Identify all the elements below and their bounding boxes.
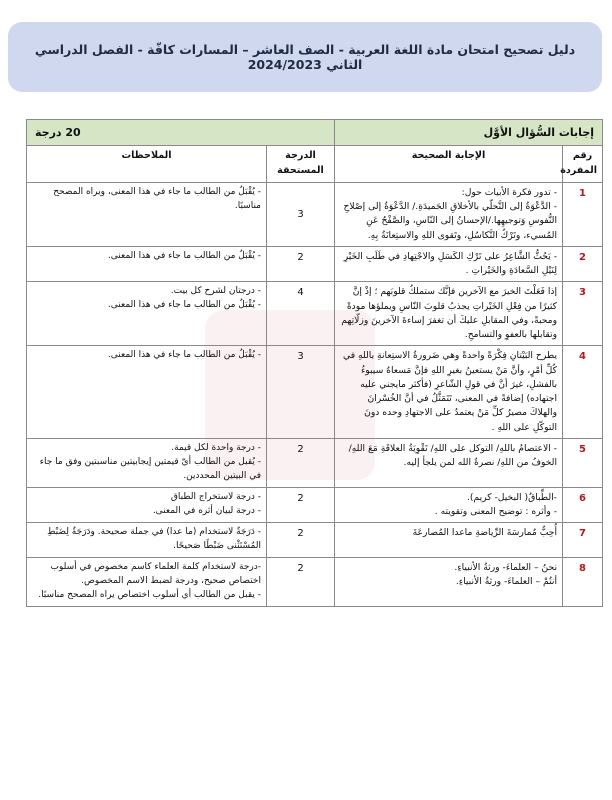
answer-key-table-wrapper — [26, 119, 602, 607]
column-header-row — [27, 146, 603, 183]
row-notes: - يُقْبَلُ من الطالب ما جاء في هذا المعنى. — [27, 246, 267, 282]
row-number: 7 — [563, 523, 603, 558]
row-grade: 2 — [267, 487, 335, 523]
row-number: 6 — [563, 487, 603, 523]
row-answer: - يَحُثُّ الشَّاعِرُ على تَرْكِ الكَسَلِ والاجْتِهادِ في طَلَبِ الخَيْرِ لِنَيْلِ السَّعادَةِ والخَيْراتِ . — [335, 246, 563, 282]
answer-row — [27, 487, 603, 523]
answer-row — [27, 246, 603, 282]
row-answer: -الطِّباقُ( البخيل- كريم). - وأثره : توضيح المعنى وتقويته . — [335, 487, 563, 523]
row-number: 8 — [563, 557, 603, 606]
row-answer: يطرح البَيْتانِ فِكْرَةً واحدةً وهي ضَرورةُ الاستِعانةِ باللهِ في كُلِّ أمْرٍ، وأنَّ مَنْ يستعينُ بغيرِ اللهِ فإنَّ مَسعاهُ سيبوءُ بالفشلِ، غيرَ أنَّ في قولِ الشّاعرِ (فأكثر مايجني عليه اجتهاده) إضافةً في المعنى، تَتَمَثَّلُ في أنَّ الخُسْرانَ والهلاكَ مصيرُ كلِّ مَنْ يعتمدُ على الاجتهادِ وحده دونَ التوكّلِ على اللهِ . — [335, 346, 563, 439]
row-grade: 4 — [267, 282, 335, 346]
row-notes: - درجة لاستخراج الطباق - درجة لبيان أثره في المعنى. — [27, 487, 267, 523]
answer-row — [27, 438, 603, 487]
answer-row — [27, 523, 603, 558]
row-answer: - الاعتصامُ باللهِ/ التوكل على اللهِ/ تَقْوِيَةُ العلاقَةِ مَعَ اللهِ/الخوفُ من اللهِ/ نصرةُ الله لمن يلجأ إليه. — [335, 438, 563, 487]
row-grade: 2 — [267, 523, 335, 558]
row-answer: إذا فَعَلْتَ الخيرَ مع الآخرين فإنَّك ستملكُ قلوبَهم ؛ إذْ إنَّ كثيرًا من فِعْلِ الخَيْراتِ يجذبُ قلوبَ النّاسِ ويملؤها مودةً ومحبةً، وفي المقابلِ عليكَ أن تغفرَ إساءةَ الآخرينَ وزلّاتِهم وتقابلها بالعفوِ والتسامحِ. — [335, 282, 563, 346]
section-title-row — [27, 120, 603, 146]
row-grade: 2 — [267, 246, 335, 282]
answer-rows — [27, 182, 603, 606]
row-grade: 3 — [267, 182, 335, 246]
answer-row — [27, 282, 603, 346]
row-grade: 3 — [267, 346, 335, 439]
row-notes: - دَرَجَةٌ لاستخدام (ما عدا) في جملة صحيحة. ودَرَجَةٌ لِضَبْطِ المُسْتَثْنى ضَبْطًا صَحيحًا. — [27, 523, 267, 558]
column-header-num: رقم المفردة — [563, 146, 603, 183]
row-grade: 2 — [267, 438, 335, 487]
section-title: إجابات السُّؤال الأوَّل — [335, 120, 603, 146]
row-number: 4 — [563, 346, 603, 439]
exam-title: دليل تصحيح امتحان مادة اللغة العربية - الصف العاشر – المسارات كافّة - الفصل الدراسي الثاني 2024/2023 — [34, 42, 576, 72]
row-grade: 2 — [267, 557, 335, 606]
answer-row — [27, 182, 603, 246]
row-number: 3 — [563, 282, 603, 346]
column-header-answer: الإجابة الصحيحة — [335, 146, 563, 183]
row-number: 5 — [563, 438, 603, 487]
row-answer: - تدور فكرة الأبيات حول: - الدَّعْوَةُ إلى التَّحلّي بالأخلاقِ الحَميدَةِ./ الدَّعْوَةُ إلى إصْلاحِ النُّفوسِ وَتوجيهِها./الإحسانُ إلى النّاسِ، والصَّفْحُ عَنِ المُسيء، وتَرْكُ التَّكاسُلِ، وتَقوى اللهِ والاستِعانَةُ بِهِ. — [335, 182, 563, 246]
total-marks: 20 درجة — [27, 120, 335, 146]
row-number: 2 — [563, 246, 603, 282]
answer-row — [27, 346, 603, 439]
row-number: 1 — [563, 182, 603, 246]
column-header-grade: الدرجة المستحقة — [267, 146, 335, 183]
column-header-notes: الملاحظات — [27, 146, 267, 183]
row-notes: - درجتان لشرح كل بيت. - يُقْبَلُ من الطالب ما جاء في هذا المعنى. — [27, 282, 267, 346]
answer-row — [27, 557, 603, 606]
row-answer: أُحِبُّ مُمارسَةَ الرِّياضةِ ماعدا المُصارعَةَ — [335, 523, 563, 558]
answer-key-table — [26, 119, 603, 607]
row-answer: نحنُ – العلماءَ- ورثةُ الأنبياءِ. أنتُمْ – العلماءَ- ورثةُ الأنبياءِ. — [335, 557, 563, 606]
row-notes: -درجة لاستخدام كلمة العلماء كاسم مخصوص في أسلوب اختصاص صحيح، ودرجة لضبط الاسم المخصوص. - يقبل من الطالب أي أسلوب اختصاص يراه المصحح مناسبًا. — [27, 557, 267, 606]
row-notes: - يُقْبَلُ من الطالب ما جاء في هذا المعنى. — [27, 346, 267, 439]
row-notes: - درجة واحدة لكل قيمة. - يُقبل من الطالب أيّ قيمتين إيجابيتين مناسبتين وفق ما جاء في البيتين المحددين. — [27, 438, 267, 487]
row-notes: - يُقْبَلُ من الطالب ما جاء في هذا المعنى، ويراه المصحح مناسبًا. — [27, 182, 267, 246]
exam-title-banner — [8, 22, 602, 92]
